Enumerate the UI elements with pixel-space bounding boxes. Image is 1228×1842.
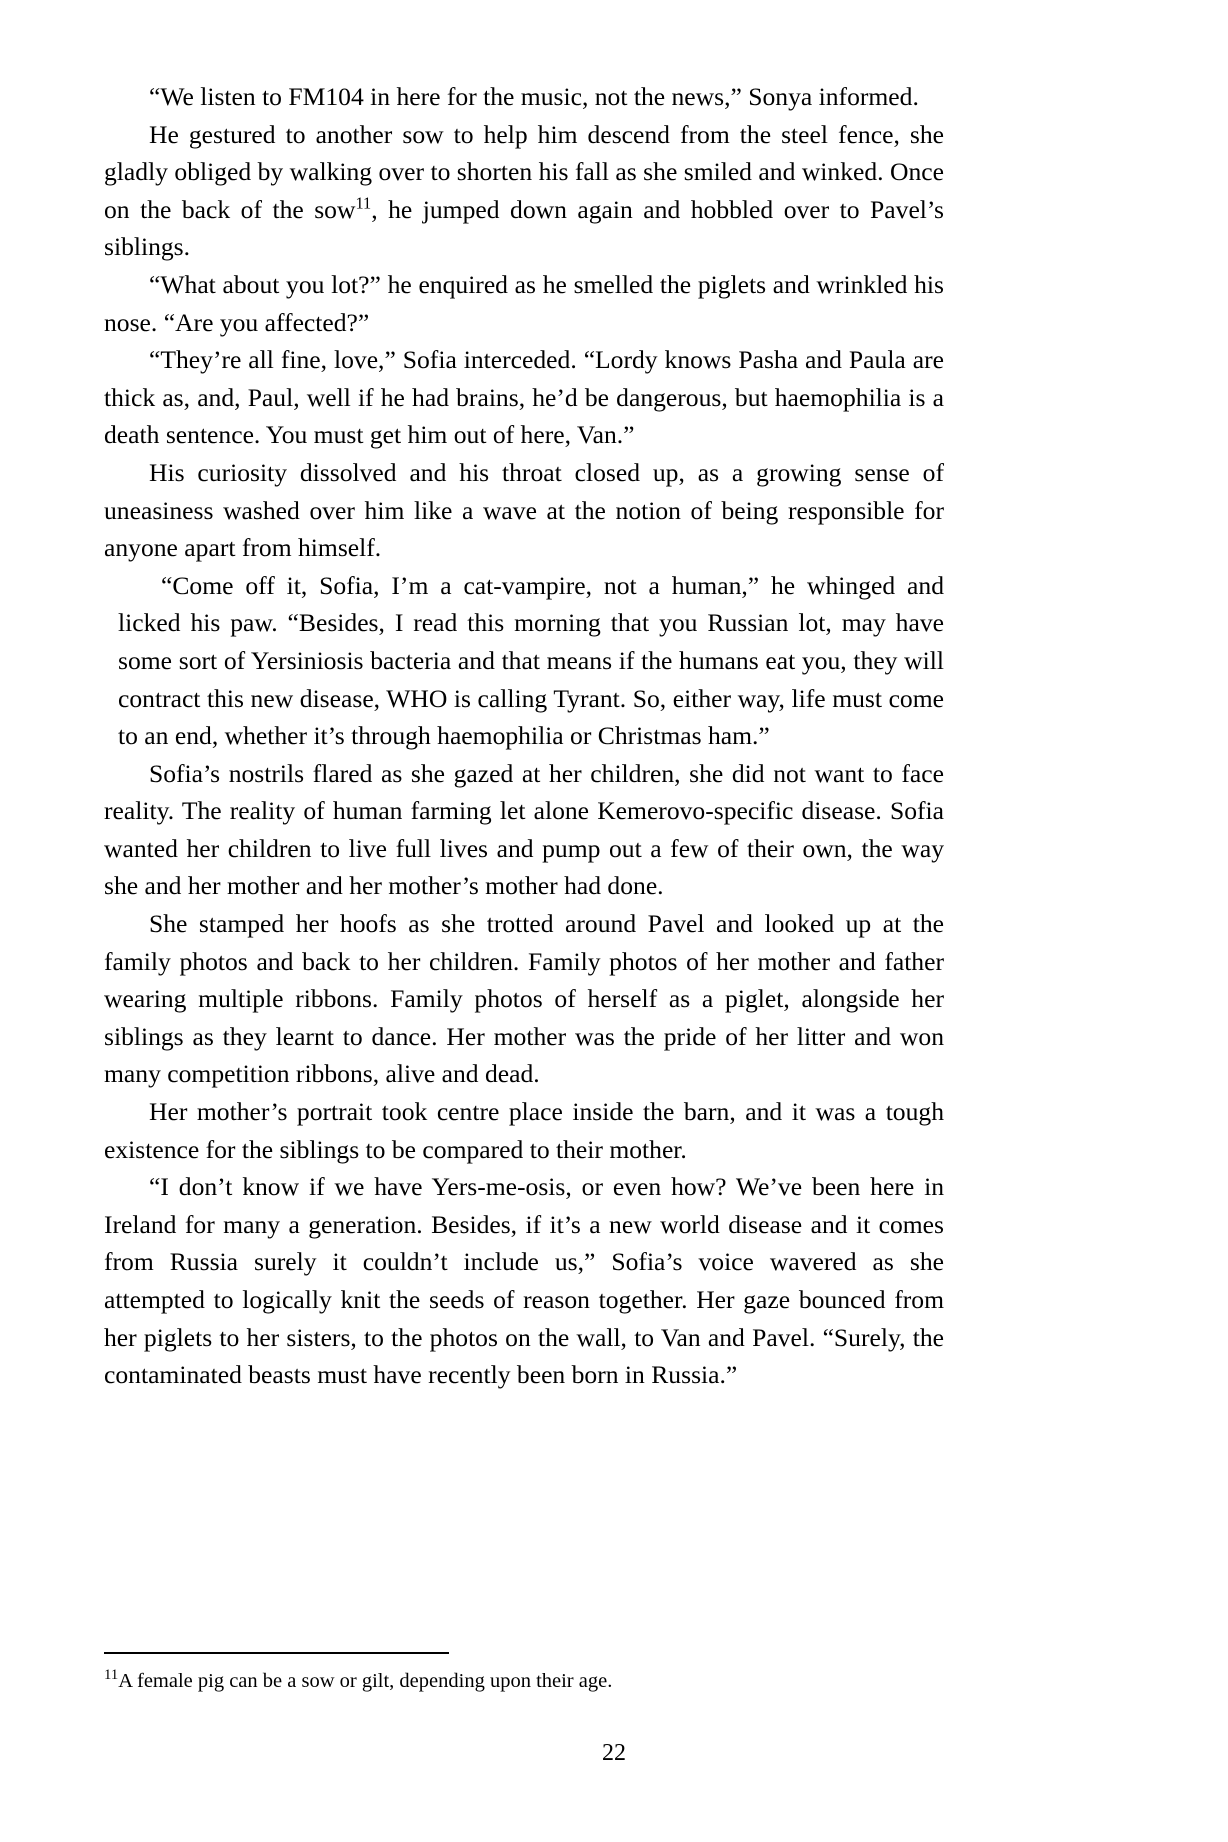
paragraph-sofias-nostrils-flared: Sofia’s nostrils flared as she gazed at her children, she did not want to face reality. The reality of human farming let alone Kemerovo-specific disease. Sofia wanted her children to live full lives and pump out a few of their own, the way she and her mother and her mother’s mother had done. xyxy=(104,758,944,901)
footnote-entry xyxy=(104,1668,944,1694)
footnote-number-marker: 11 xyxy=(104,1667,119,1684)
paragraph-dialogue-fm104: “We listen to FM104 in here for the music, not the news,” Sonya informed. xyxy=(149,82,919,111)
paragraph-come-off-it-sofia: “Come off it, Sofia, I’m a cat-vampire, not a human,” he whinged and licked his paw. “Besides, I read this morning that you Russian lot, may have some sort of Yersiniosis bacteria and that means if the humans eat you, they will contract this new disease, WHO is calling Tyrant. So, either way, life must come to an end, whether it’s through haemophilia or Christmas ham.” xyxy=(118,570,944,751)
paragraph-i-dont-know-yers-me-osis: “I don’t know if we have Yers-me-osis, or even how? We’ve been here in Ireland for many a generation. Besides, if it’s a new world disease and it comes from Russia surely it couldn’t include us,” Sofia’s voice wavered as she attempted to logically knit the seeds of reason together. Her gaze bounced from her piglets to her sisters, to the photos on the wall, to Van and Pavel. “Surely, the contaminated beasts must have recently been born in Russia.” xyxy=(104,1172,944,1390)
page-number: 22 xyxy=(602,1740,626,1766)
paragraph-theyre-all-fine: “They’re all fine, love,” Sofia interceded. “Lordy knows Pasha and Paula are thick as, and, Paul, well if he had brains, he’d be dangerous, but haemophilia is a death sentence. You must get him out of here, Van.” xyxy=(104,345,944,450)
paragraph-her-mothers-portrait: Her mother’s portrait took centre place inside the barn, and it was a tough existence for the siblings to be compared to their mother. xyxy=(104,1097,944,1164)
paragraph-text-after-footnote-marker: , he jumped down again and hobbled over to Pavel’s siblings. xyxy=(104,194,944,262)
paragraph-his-curiosity-dissolved: His curiosity dissolved and his throat closed up, as a growing sense of uneasiness washed over him like a wave at the notion of being responsible for anyone apart from himself. xyxy=(104,457,944,563)
page-body-text xyxy=(104,78,944,1394)
paragraph-she-stamped-her-hoofs: She stamped her hoofs as she trotted around Pavel and looked up at the family photos and back to her children. Family photos of her mother and father wearing multiple ribbons. Family photos of herself as a piglet, alongside her siblings as they learnt to dance. Her mother was the pride of her litter and won many competition ribbons, alive and dead. xyxy=(104,909,944,1089)
paragraph-gestured-to-sow xyxy=(104,116,944,266)
paragraph-text-before-footnote-marker: He gestured to another sow to help him descend from the steel fence, she gladly obliged by walking over to shorten his fall as she smiled and winked. Once on the back of the sow xyxy=(104,119,944,224)
paragraph-what-about-you-lot: “What about you lot?” he enquired as he smelled the piglets and wrinkled his nose. “Are you affected?” xyxy=(104,269,944,337)
footnote-reference-marker[interactable]: 11 xyxy=(355,193,372,213)
footnote-area xyxy=(104,1652,944,1694)
indented-quote-block xyxy=(118,567,944,755)
footnote-body-text: A female pig can be a sow or gilt, depending upon their age. xyxy=(118,1670,613,1692)
footnote-separator-rule xyxy=(104,1652,449,1654)
